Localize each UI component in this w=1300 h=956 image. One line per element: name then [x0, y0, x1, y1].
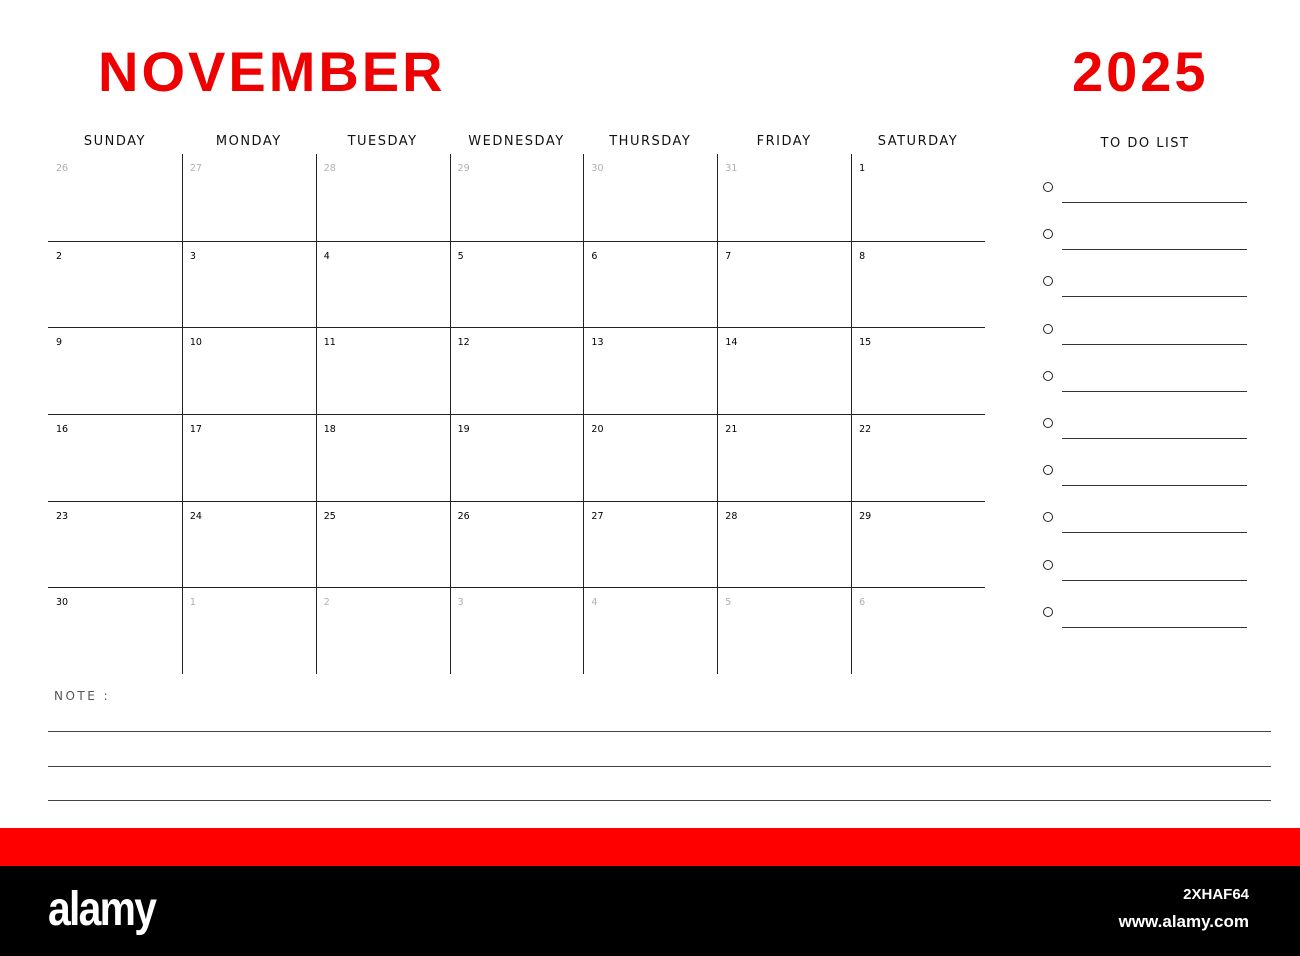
day-number: 26	[457, 510, 470, 522]
day-number: 6	[591, 250, 598, 262]
note-label: NOTE :	[54, 689, 111, 703]
day-number: 29	[859, 510, 872, 522]
day-number: 7	[725, 250, 732, 262]
todo-item[interactable]	[1040, 458, 1250, 505]
day-number: 4	[591, 597, 598, 609]
day-number: 12	[457, 337, 470, 349]
todo-write-line	[1062, 485, 1247, 486]
month-title: NOVEMBER	[98, 40, 446, 103]
checkbox-circle-icon[interactable]	[1043, 560, 1053, 570]
day-number: 30	[591, 163, 604, 174]
day-cell[interactable]	[717, 414, 851, 501]
day-number: 3	[457, 597, 464, 609]
day-cell[interactable]	[48, 414, 182, 501]
day-number: 6	[859, 597, 866, 609]
day-number: 18	[323, 423, 336, 435]
day-number: 9	[56, 337, 63, 349]
day-cell[interactable]	[316, 327, 450, 414]
todo-write-line	[1062, 296, 1247, 297]
day-cell[interactable]	[583, 501, 717, 588]
day-number: 21	[725, 423, 738, 435]
weekday-saturday: SATURDAY	[877, 134, 959, 149]
day-number: 24	[189, 510, 202, 522]
day-cell[interactable]	[450, 327, 584, 414]
todo-item[interactable]	[1040, 600, 1250, 647]
site-url: www.alamy.com	[1118, 912, 1249, 931]
day-cell[interactable]	[48, 587, 182, 674]
day-cell[interactable]	[182, 414, 316, 501]
footer-bar	[0, 866, 1300, 956]
day-cell-outside-month[interactable]	[182, 154, 316, 241]
day-number: 30	[56, 597, 69, 609]
day-cell[interactable]	[717, 241, 851, 328]
day-number: 2	[56, 250, 63, 262]
day-cell-outside-month[interactable]	[851, 587, 985, 674]
day-number: 28	[725, 510, 738, 522]
day-cell[interactable]	[851, 241, 985, 328]
day-number: 26	[56, 163, 69, 174]
todo-item[interactable]	[1040, 222, 1250, 269]
day-cell-outside-month[interactable]	[717, 154, 851, 241]
day-number: 25	[323, 510, 336, 522]
day-number: 4	[323, 250, 330, 262]
day-number: 11	[323, 337, 336, 349]
day-number: 10	[189, 337, 202, 349]
weekday-header-row	[48, 133, 985, 151]
todo-write-line	[1062, 532, 1247, 533]
day-number: 5	[725, 597, 732, 609]
day-cell[interactable]	[48, 501, 182, 588]
todo-write-line	[1062, 627, 1247, 628]
day-cell-outside-month[interactable]	[450, 587, 584, 674]
image-id: 2XHAF64	[1183, 886, 1249, 903]
day-cell[interactable]	[450, 501, 584, 588]
weekday-monday: MONDAY	[215, 134, 282, 149]
note-line	[48, 766, 1271, 767]
day-number: 29	[457, 163, 470, 174]
day-number: 17	[189, 423, 202, 435]
todo-write-line	[1062, 580, 1247, 581]
day-cell[interactable]	[316, 241, 450, 328]
day-cell[interactable]	[316, 501, 450, 588]
checkbox-circle-icon[interactable]	[1043, 465, 1053, 475]
day-number: 20	[591, 423, 604, 435]
todo-write-line	[1062, 438, 1247, 439]
day-number: 23	[56, 510, 69, 522]
checkbox-circle-icon[interactable]	[1043, 607, 1053, 617]
day-cell[interactable]	[851, 327, 985, 414]
checkbox-circle-icon[interactable]	[1043, 276, 1053, 286]
day-number: 22	[859, 423, 872, 435]
day-cell[interactable]	[851, 501, 985, 588]
checkbox-circle-icon[interactable]	[1043, 182, 1053, 192]
day-cell[interactable]	[182, 501, 316, 588]
day-cell[interactable]	[316, 414, 450, 501]
day-number: 28	[323, 163, 336, 174]
day-cell-outside-month[interactable]	[48, 154, 182, 241]
todo-write-line	[1062, 202, 1247, 203]
weekday-tuesday: TUESDAY	[347, 134, 418, 149]
day-cell-outside-month[interactable]	[182, 587, 316, 674]
day-cell[interactable]	[48, 327, 182, 414]
day-number: 13	[591, 337, 604, 349]
todo-item[interactable]	[1040, 269, 1250, 316]
day-cell-outside-month[interactable]	[450, 154, 584, 241]
todo-write-line	[1062, 344, 1247, 345]
day-cell[interactable]	[717, 501, 851, 588]
todo-item[interactable]	[1040, 553, 1250, 600]
day-cell-outside-month[interactable]	[583, 587, 717, 674]
day-cell[interactable]	[450, 414, 584, 501]
day-number: 5	[457, 250, 464, 262]
todo-item[interactable]	[1040, 505, 1250, 552]
calendar-grid	[48, 154, 985, 674]
todo-title: TO DO LIST	[1100, 136, 1190, 151]
weekday-wednesday: WEDNESDAY	[468, 134, 565, 149]
todo-list	[1040, 175, 1250, 647]
day-number: 1	[189, 597, 196, 609]
day-number: 14	[725, 337, 738, 349]
day-cell[interactable]	[182, 241, 316, 328]
day-cell[interactable]	[583, 414, 717, 501]
day-number: 27	[591, 510, 604, 522]
day-cell[interactable]	[182, 327, 316, 414]
day-number: 2	[323, 597, 330, 609]
day-number: 3	[189, 250, 196, 262]
todo-write-line	[1062, 249, 1247, 250]
todo-item[interactable]	[1040, 317, 1250, 364]
alamy-logo: alamy	[48, 883, 156, 936]
day-number: 19	[457, 423, 470, 435]
day-cell-outside-month[interactable]	[316, 587, 450, 674]
note-line	[48, 731, 1271, 732]
day-number: 16	[56, 423, 69, 435]
todo-write-line	[1062, 391, 1247, 392]
todo-item[interactable]	[1040, 175, 1250, 222]
note-line	[48, 800, 1271, 801]
day-cell[interactable]	[583, 241, 717, 328]
day-number: 15	[859, 337, 872, 349]
day-cell-outside-month[interactable]	[717, 587, 851, 674]
checkbox-circle-icon[interactable]	[1043, 229, 1053, 239]
day-number: 27	[189, 163, 202, 174]
checkbox-circle-icon[interactable]	[1043, 371, 1053, 381]
weekday-friday: FRIDAY	[756, 134, 812, 149]
red-band	[0, 828, 1300, 866]
day-cell[interactable]	[851, 414, 985, 501]
day-cell-outside-month[interactable]	[316, 154, 450, 241]
day-number: 1	[859, 163, 866, 174]
day-number: 31	[725, 163, 738, 174]
weekday-thursday: THURSDAY	[609, 134, 692, 149]
day-cell[interactable]	[48, 241, 182, 328]
year-title: 2025	[1072, 40, 1209, 103]
todo-item[interactable]	[1040, 411, 1250, 458]
weekday-sunday: SUNDAY	[83, 134, 146, 149]
day-number: 8	[859, 250, 866, 262]
day-cell[interactable]	[450, 241, 584, 328]
day-cell[interactable]	[717, 327, 851, 414]
checkbox-circle-icon[interactable]	[1043, 418, 1053, 428]
day-cell[interactable]	[583, 327, 717, 414]
day-cell[interactable]	[851, 154, 985, 241]
checkbox-circle-icon[interactable]	[1043, 324, 1053, 334]
day-cell-outside-month[interactable]	[583, 154, 717, 241]
todo-item[interactable]	[1040, 364, 1250, 411]
checkbox-circle-icon[interactable]	[1043, 512, 1053, 522]
